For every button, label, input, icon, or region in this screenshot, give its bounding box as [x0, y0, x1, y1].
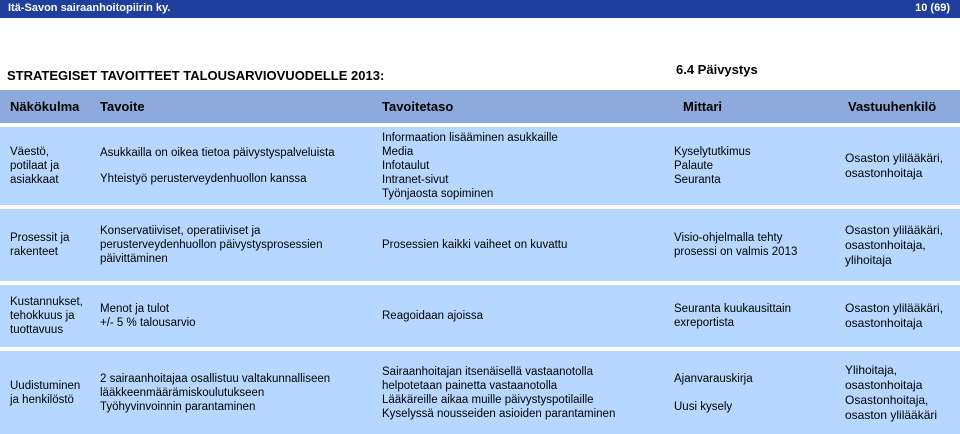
cell-line: Media: [382, 146, 414, 158]
cell-line: osastonhoitaja,: [845, 237, 926, 252]
cell-line: Osastonhoitaja,: [845, 392, 929, 407]
cell-line: ylihoitaja: [845, 252, 892, 267]
cell-line: Työnjaosta sopiminen: [382, 188, 494, 200]
cell-responsible: [845, 209, 960, 281]
column-header-metric: Mittari: [683, 99, 722, 114]
column-header-goal: Tavoite: [100, 99, 145, 114]
cell-line: rakenteet: [10, 246, 58, 258]
cell-responsible: [845, 285, 960, 347]
cell-line: Palaute: [674, 160, 714, 172]
cell-line: Kyselytutkimus: [674, 146, 751, 158]
cell-line: päivittäminen: [100, 253, 168, 265]
section-heading: 6.4 Päivystys: [676, 62, 758, 77]
cell-line: +/- 5 % talousarvio: [100, 317, 196, 329]
column-header-perspective: Näkökulma: [10, 99, 80, 114]
cell-line: Informaation lisääminen asukkaille: [382, 132, 558, 144]
column-header-target: Tavoitetaso: [382, 99, 454, 114]
cell-line: Menot ja tulot: [100, 303, 170, 315]
cell-line: helpotetaan painetta vastaanotolla: [382, 379, 558, 392]
cell-line: Osaston ylilääkäri,: [845, 301, 944, 315]
cell-responsible: [845, 351, 960, 434]
cell-responsible: [845, 127, 960, 205]
cell-line: Reagoidaan ajoissa: [382, 310, 484, 322]
cell-goal: [100, 285, 372, 347]
organization-name: Itä-Savon sairaanhoitopiirin ky.: [8, 2, 171, 14]
cell-line: Konservatiiviset, operatiiviset ja: [100, 225, 261, 237]
cell-line: tehokkuus ja: [10, 310, 75, 322]
cell-line: Uudistuminen: [10, 379, 81, 392]
cell-line: Osaston ylilääkäri,: [845, 222, 944, 237]
cell-target: [382, 209, 667, 281]
table-row: [0, 127, 960, 205]
cell-goal: [100, 351, 372, 434]
cell-goal: [100, 127, 372, 205]
page-number: 10 (69): [915, 2, 950, 14]
cell-metric: [674, 351, 824, 434]
cell-line: Kustannukset,: [10, 296, 83, 308]
cell-goal: [100, 209, 372, 281]
line-gap: [100, 160, 372, 172]
cell-line: asiakkaat: [10, 174, 59, 186]
cell-target: [382, 351, 667, 434]
cell-perspective: [10, 209, 94, 281]
cell-line: Intranet-sivut: [382, 174, 449, 186]
line-gap: [674, 386, 824, 400]
cell-line: Osaston ylilääkäri,: [845, 151, 944, 165]
cell-target: [382, 285, 667, 347]
cell-metric: [674, 127, 824, 205]
cell-perspective: [10, 285, 94, 347]
cell-line: Prosessien kaikki vaiheet on kuvattu: [382, 239, 568, 251]
cell-perspective: [10, 351, 94, 434]
table-row: [0, 209, 960, 281]
cell-line: lääkkeenmäärämiskoulutukseen: [100, 386, 265, 399]
cell-line: Sairaanhoitajan itsenäisellä vastaanotolla: [382, 365, 593, 378]
cell-line: exreportista: [674, 317, 735, 329]
table-header: [0, 90, 960, 123]
table-row: [0, 351, 960, 434]
cell-line: Seuranta: [674, 174, 721, 186]
cell-line: Ylihoitaja,: [845, 362, 898, 377]
cell-line: 2 sairaanhoitajaa osallistuu valtakunnalliseen: [100, 372, 331, 385]
cell-line: Ajanvarauskirja: [674, 372, 753, 385]
page-title: STRATEGISET TAVOITTEET TALOUSARVIOVUODELLE 2013:: [7, 68, 385, 83]
cell-metric: [674, 285, 824, 347]
cell-line: tuottavuus: [10, 324, 64, 336]
cell-line: osastonhoitaja: [845, 377, 923, 392]
cell-line: Väestö,: [10, 146, 49, 158]
cell-line: potilaat ja: [10, 160, 60, 172]
cell-line: Työhyvinvoinnin parantaminen: [100, 400, 256, 413]
cell-line: Asukkailla on oikea tietoa päivystyspalveluista: [100, 147, 335, 159]
cell-line: perusterveydenhuollon päivystysprosessien: [100, 239, 323, 251]
cell-line: Prosessit ja: [10, 232, 70, 244]
cell-line: Visio-ohjelmalla tehty: [674, 232, 783, 244]
cell-line: Kyselyssä nousseiden asioiden parantaminen: [382, 407, 616, 420]
cell-line: Uusi kysely: [674, 400, 733, 413]
cell-line: osastonhoitaja: [845, 166, 923, 180]
cell-line: ja henkilöstö: [10, 393, 74, 406]
column-header-responsible: Vastuuhenkilö: [848, 99, 937, 114]
table-row: [0, 285, 960, 347]
cell-line: Yhteistyö perusterveydenhuollon kanssa: [100, 173, 307, 185]
cell-line: Lääkäreille aikaa muille päivystyspotilaille: [382, 393, 594, 406]
cell-target: [382, 127, 667, 205]
page-header: [0, 0, 960, 18]
cell-line: prosessi on valmis 2013: [674, 246, 798, 258]
cell-perspective: [10, 127, 94, 205]
cell-line: osastonhoitaja: [845, 316, 923, 330]
cell-line: Seuranta kuukausittain: [674, 303, 791, 315]
cell-line: osaston ylilääkäri: [845, 407, 938, 422]
cell-metric: [674, 209, 824, 281]
cell-line: Infotaulut: [382, 160, 430, 172]
